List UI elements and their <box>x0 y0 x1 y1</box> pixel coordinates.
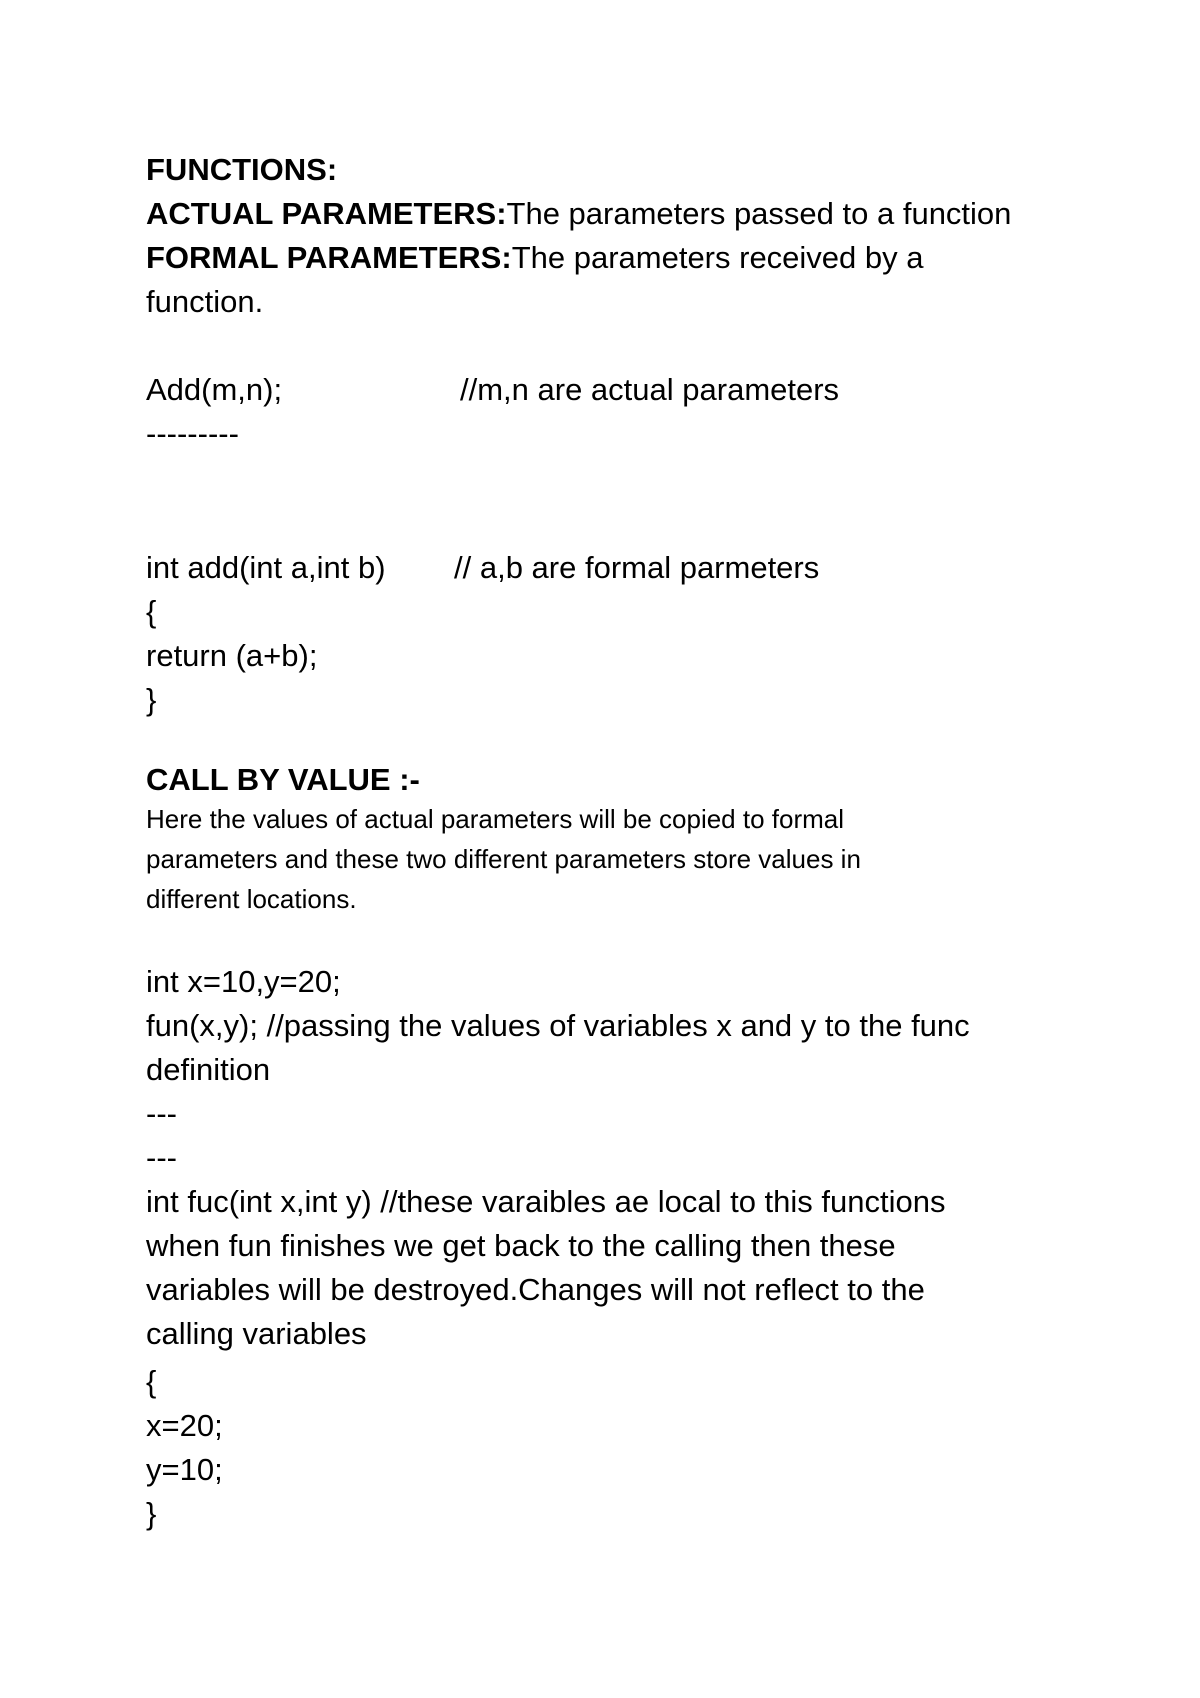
cbv-code-line: --- <box>146 1096 177 1131</box>
definition-close-brace: } <box>146 682 157 717</box>
cbv-code-line: int fuc(int x,int y) //these varaibles ae local to this functions <box>146 1184 946 1219</box>
cbv-code-line: int x=10,y=20; <box>146 964 341 999</box>
definition-signature: int add(int a,int b) <box>146 550 386 585</box>
formal-parameters-text: The parameters received by a <box>511 240 924 275</box>
cbv-desc-line: Here the values of actual parameters will be copied to formal <box>146 804 845 834</box>
cbv-code-line: variables will be destroyed.Changes will not reflect to the <box>146 1272 925 1307</box>
formal-parameters-definition <box>146 238 924 278</box>
section-heading-functions: FUNCTIONS: <box>146 152 338 187</box>
cbv-code-line: definition <box>146 1052 271 1087</box>
definition-body: return (a+b); <box>146 638 318 673</box>
cbv-code-line: --- <box>146 1140 177 1175</box>
cbv-desc-line: different locations. <box>146 884 357 914</box>
cbv-desc-line: parameters and these two different parameters store values in <box>146 844 861 874</box>
section-heading-call-by-value: CALL BY VALUE :- <box>146 762 420 797</box>
cbv-code-line: calling variables <box>146 1316 367 1351</box>
definition-open-brace: { <box>146 594 157 629</box>
cbv-code-line: x=20; <box>146 1408 223 1443</box>
cbv-code-line: { <box>146 1364 157 1399</box>
cbv-code-line: fun(x,y); //passing the values of variables x and y to the func <box>146 1008 970 1043</box>
cbv-code-line: y=10; <box>146 1452 223 1487</box>
definition-comment: // a,b are formal parmeters <box>454 550 820 585</box>
actual-parameters-definition <box>146 194 1011 234</box>
formal-parameters-text-continued: function. <box>146 284 264 319</box>
actual-parameters-text: The parameters passed to a function <box>506 196 1012 231</box>
cbv-code-line: } <box>146 1496 157 1531</box>
call-example-code: Add(m,n); <box>146 372 283 407</box>
actual-parameters-label: ACTUAL PARAMETERS: <box>146 196 507 231</box>
cbv-code-line: when fun finishes we get back to the calling then these <box>146 1228 896 1263</box>
call-example-comment: //m,n are actual parameters <box>460 372 840 407</box>
call-example-dashes: --------- <box>146 416 239 451</box>
formal-parameters-label: FORMAL PARAMETERS: <box>146 240 512 275</box>
